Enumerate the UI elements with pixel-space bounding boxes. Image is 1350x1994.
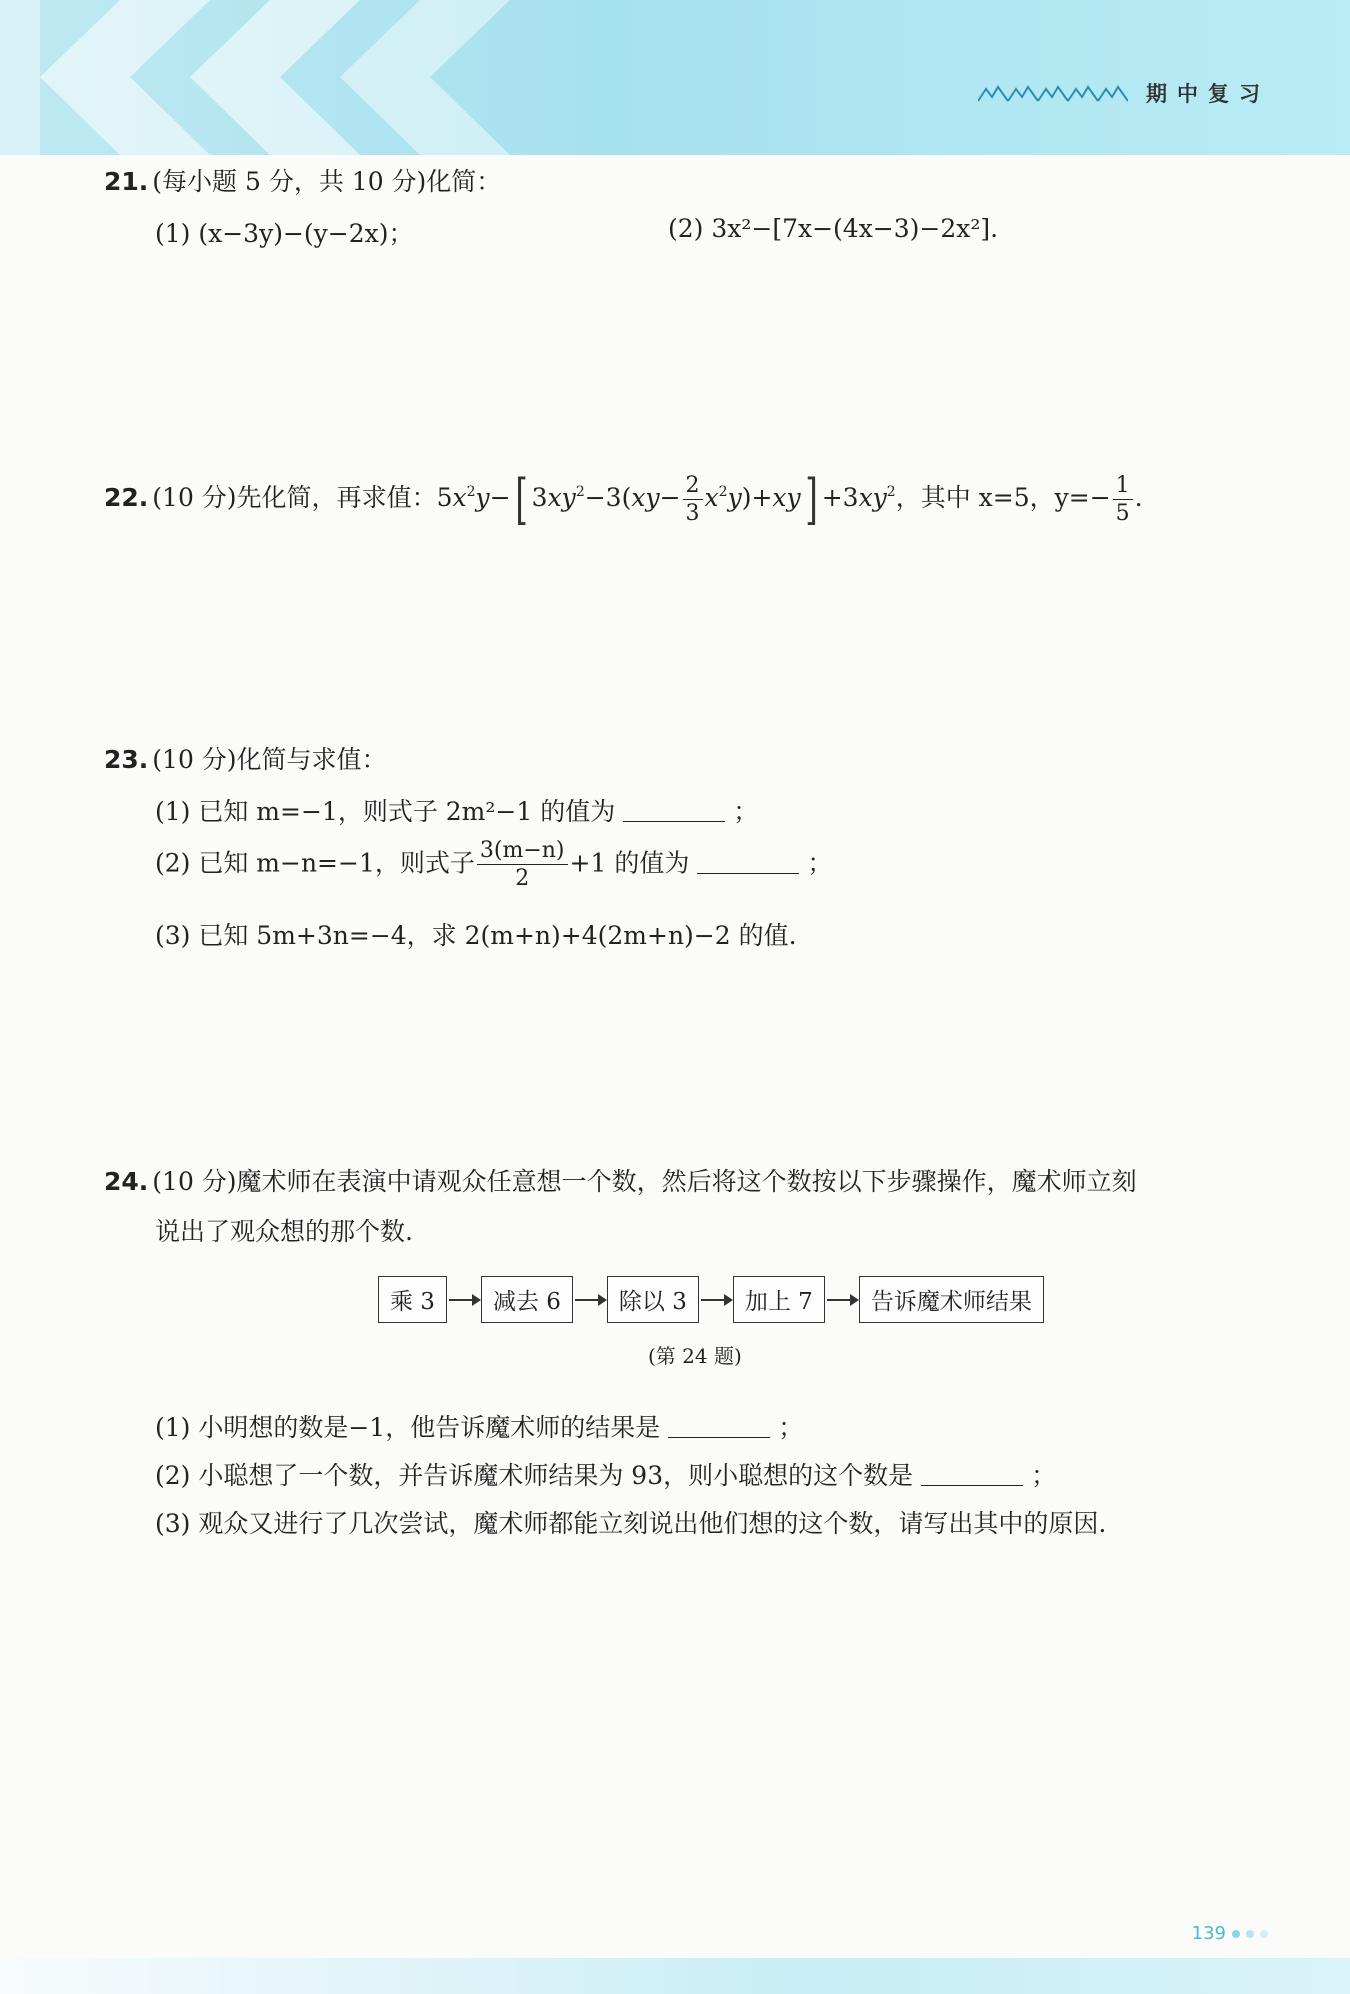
flow-step-4: 加上 7 xyxy=(733,1276,825,1323)
dot-icon xyxy=(1260,1930,1268,1938)
arrow-right-icon xyxy=(449,1299,479,1301)
q23-part-2: (2) 已知 m−n=−1，则式子 $\frac{3(m-n)}{2}$ +1 的值为 ； xyxy=(155,838,833,891)
footer-band xyxy=(0,1958,1350,1994)
question-22: 22. (10 分)先化简，再求值：$5x^2y-$[ $3xy^2-3(xy-$ $\frac{2}{3}$ $x^2y)+xy] +3xy^2$，其中 x=5，y=− $\frac{1}{5}$ . xyxy=(104,468,1143,531)
q22-tail: ，其中 x=5，y=− xyxy=(895,483,1111,512)
q23-part-3: (3) 已知 5m+3n=−4，求 2(m+n)+4(2m+n)−2 的值. xyxy=(155,921,797,950)
q24-part-2: (2) 小聪想了一个数，并告诉魔术师结果为 93，则小聪想的这个数是 ； xyxy=(155,1461,1057,1490)
arrow-right-icon xyxy=(575,1299,605,1301)
dot-icon xyxy=(1246,1930,1254,1938)
answer-blank[interactable] xyxy=(668,1416,770,1438)
q24-part-3: (3) 观众又进行了几次尝试，魔术师都能立刻说出他们想的这个数，请写出其中的原因. xyxy=(155,1509,1107,1538)
fraction: $\frac{1}{5}$ xyxy=(1113,475,1133,525)
flow-step-1: 乘 3 xyxy=(378,1276,447,1323)
header-band xyxy=(0,0,1350,155)
answer-blank[interactable] xyxy=(921,1464,1023,1486)
question-number: 23. xyxy=(104,745,149,774)
header-right xyxy=(978,78,1270,108)
mountain-icon xyxy=(978,83,1128,103)
question-23 xyxy=(104,742,387,777)
figure-caption: (第 24 题) xyxy=(648,1344,742,1368)
dot-icon xyxy=(1232,1930,1240,1938)
q21-part-1: (1) (x−3y)−(y−2x)； xyxy=(155,219,414,248)
question-stem: (10 分)化简与求值： xyxy=(152,745,387,774)
answer-blank[interactable] xyxy=(623,800,725,822)
q21-part-2: (2) 3x²−[7x−(4x−3)−2x²]. xyxy=(668,214,999,243)
question-number: 21. xyxy=(104,167,149,196)
fraction: $\frac{3(m-n)}{2}$ xyxy=(477,840,568,890)
page-number: 139 xyxy=(1192,1923,1268,1944)
flow-step-3: 除以 3 xyxy=(607,1276,699,1323)
q24-part-1: (1) 小明想的数是−1，他告诉魔术师的结果是 ； xyxy=(155,1413,804,1442)
arrow-right-icon xyxy=(827,1299,857,1301)
question-21 xyxy=(104,164,501,199)
flow-diagram xyxy=(378,1276,1044,1323)
question-stem: (10 分)先化简，再求值： xyxy=(152,483,437,512)
arrow-right-icon xyxy=(701,1299,731,1301)
answer-blank[interactable] xyxy=(697,852,799,874)
question-24 xyxy=(104,1164,1137,1199)
question-stem: (每小题 5 分，共 10 分)化简： xyxy=(152,167,502,196)
q22-expression: $5x^2y-$[ $3xy^2-3(xy-$ $\frac{2}{3}$ $x^2y)+xy] +3xy^2$ xyxy=(436,468,896,531)
question-number: 22. xyxy=(104,483,149,512)
flow-step-5: 告诉魔术师结果 xyxy=(859,1276,1044,1323)
chevron-decoration-icon xyxy=(0,0,700,155)
section-title: 期中复习 xyxy=(1146,82,1270,106)
question-stem-line-2: 说出了观众想的那个数. xyxy=(155,1217,413,1246)
flow-step-2: 减去 6 xyxy=(481,1276,573,1323)
fraction: $\frac{2}{3}$ xyxy=(683,475,703,525)
question-number: 24. xyxy=(104,1167,149,1196)
question-stem-line-1: (10 分)魔术师在表演中请观众任意想一个数，然后将这个数按以下步骤操作，魔术师立刻 xyxy=(152,1167,1137,1196)
q23-part-1: (1) 已知 m=−1，则式子 2m²−1 的值为 ； xyxy=(155,797,759,826)
